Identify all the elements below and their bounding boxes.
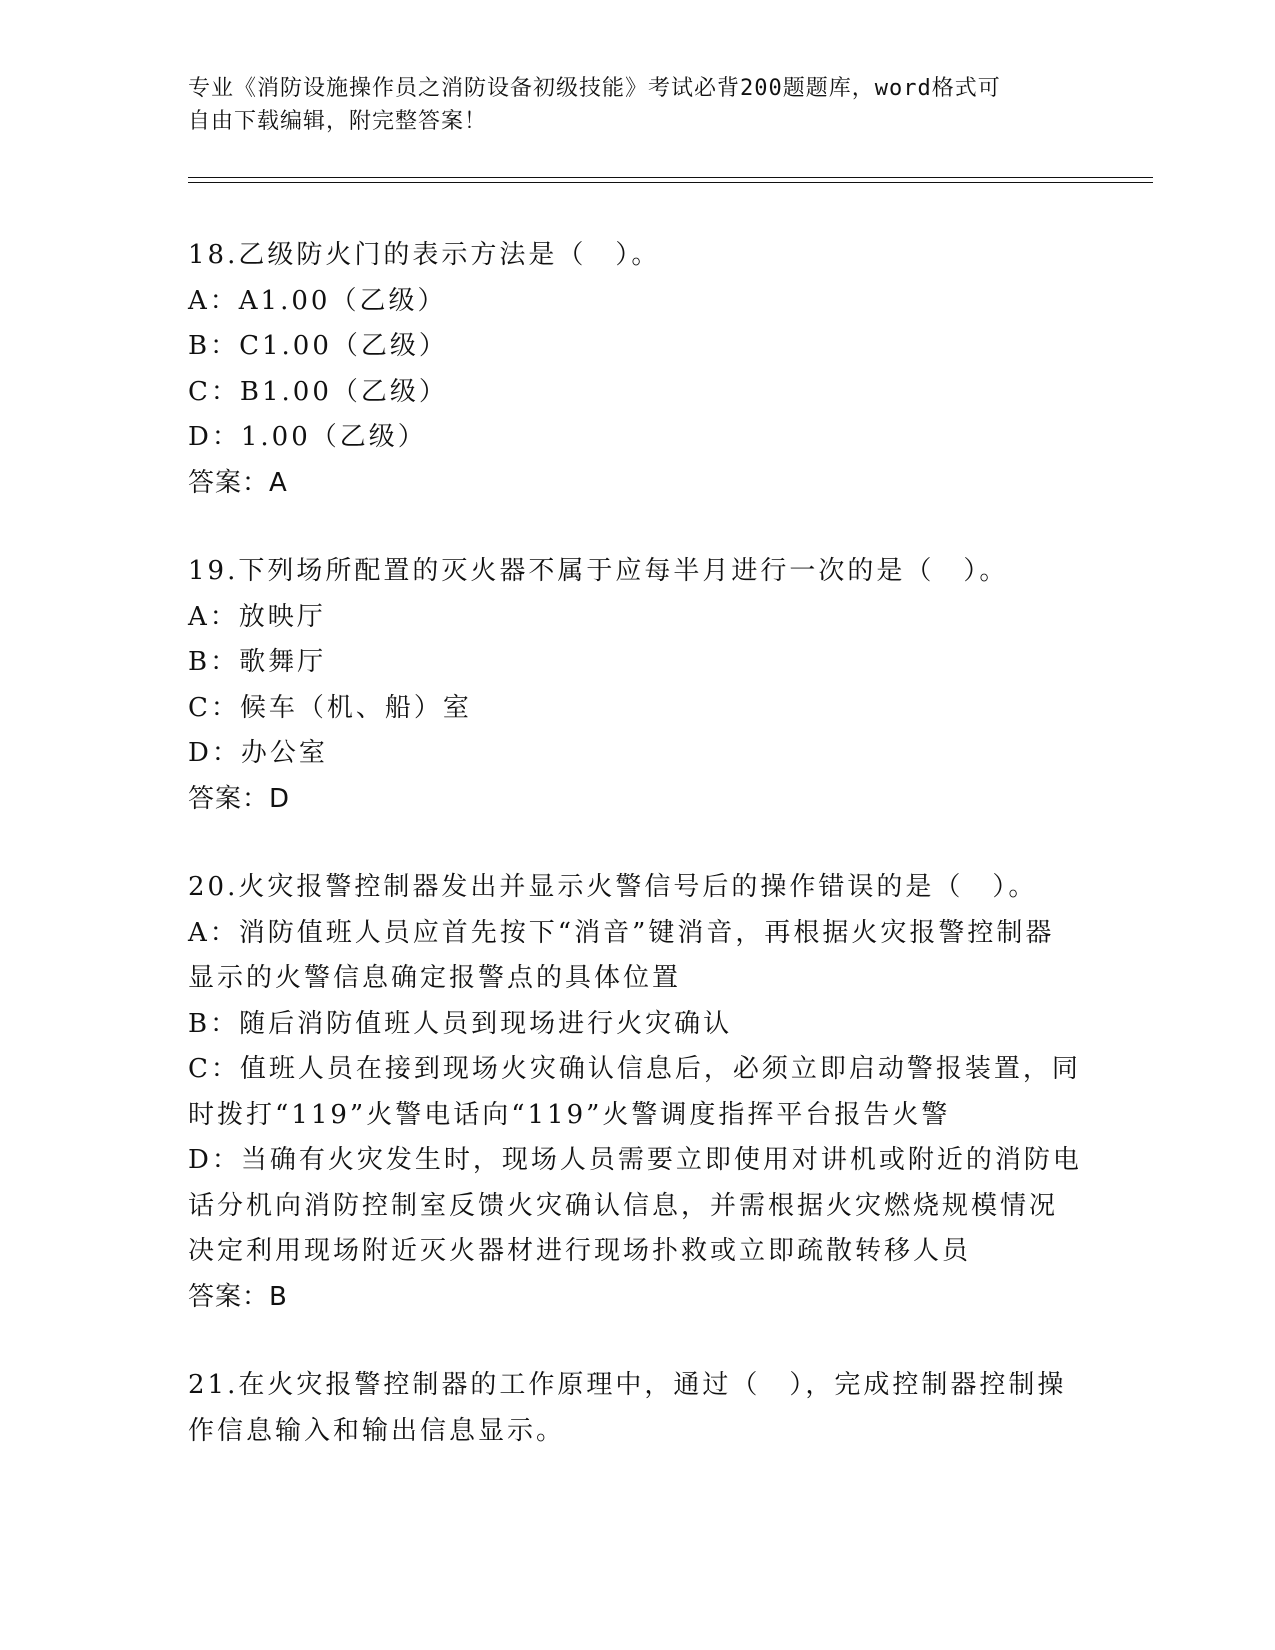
option-a: A：A1.00（乙级）: [188, 285, 447, 316]
option-a-continued: 显示的火警信息确定报警点的具体位置: [188, 963, 682, 993]
question-18: [188, 233, 1088, 506]
option-c: C：值班人员在接到现场火灾确认信息后，必须立即启动警报装置，同: [188, 1054, 1081, 1084]
document-header: [188, 72, 1088, 138]
option-d: D：当确有火灾发生时，现场人员需要立即使用对讲机或附近的消防电: [188, 1145, 1082, 1175]
option-d: D：1.00（乙级）: [188, 422, 427, 452]
header-divider-top: [188, 177, 1153, 178]
question-20: [188, 865, 1088, 1320]
option-a: A：放映厅: [188, 601, 326, 632]
option-d: D：办公室: [188, 738, 328, 768]
question-stem: 18.乙级防火门的表示方法是（ ）。: [188, 240, 661, 270]
option-c: C：B1.00（乙级）: [188, 376, 448, 407]
answer: 答案：A: [188, 467, 288, 498]
answer: 答案：B: [188, 1281, 288, 1312]
option-a: A：消防值班人员应首先按下“消音”键消音，再根据火灾报警控制器: [188, 917, 1055, 948]
option-c-continued: 时拨打“119”火警电话向“119”火警调度指挥平台报告火警: [188, 1099, 951, 1130]
option-d-continued: 话分机向消防控制室反馈火灾确认信息，并需根据火灾燃烧规模情况: [188, 1190, 1059, 1221]
header-line-1: 专业《消防设施操作员之消防设备初级技能》考试必背200题题库，word格式可: [188, 76, 1001, 101]
header-line-2: 自由下载编辑，附完整答案！: [188, 109, 488, 134]
answer: 答案：D: [188, 783, 291, 814]
question-stem: 21.在火灾报警控制器的工作原理中，通过（ ），完成控制器控制操: [188, 1370, 1067, 1400]
question-stem: 20.火灾报警控制器发出并显示火警信号后的操作错误的是（ ）。: [188, 872, 1038, 902]
question-stem-continued: 作信息输入和输出信息显示。: [188, 1415, 566, 1446]
option-b: B：随后消防值班人员到现场进行火灾确认: [188, 1008, 733, 1039]
option-d-continued: 决定利用现场附近灭火器材进行现场扑救或立即疏散转移人员: [188, 1236, 972, 1266]
option-b: B：C1.00（乙级）: [188, 331, 448, 361]
option-b: B：歌舞厅: [188, 647, 327, 677]
option-c: C：候车（机、船）室: [188, 692, 472, 723]
question-21: [188, 1363, 1088, 1454]
question-stem: 19.下列场所配置的灭火器不属于应每半月进行一次的是（ ）。: [188, 556, 1009, 586]
question-19: [188, 549, 1088, 822]
header-divider-bottom: [188, 182, 1153, 183]
question-list: [188, 233, 1088, 1497]
